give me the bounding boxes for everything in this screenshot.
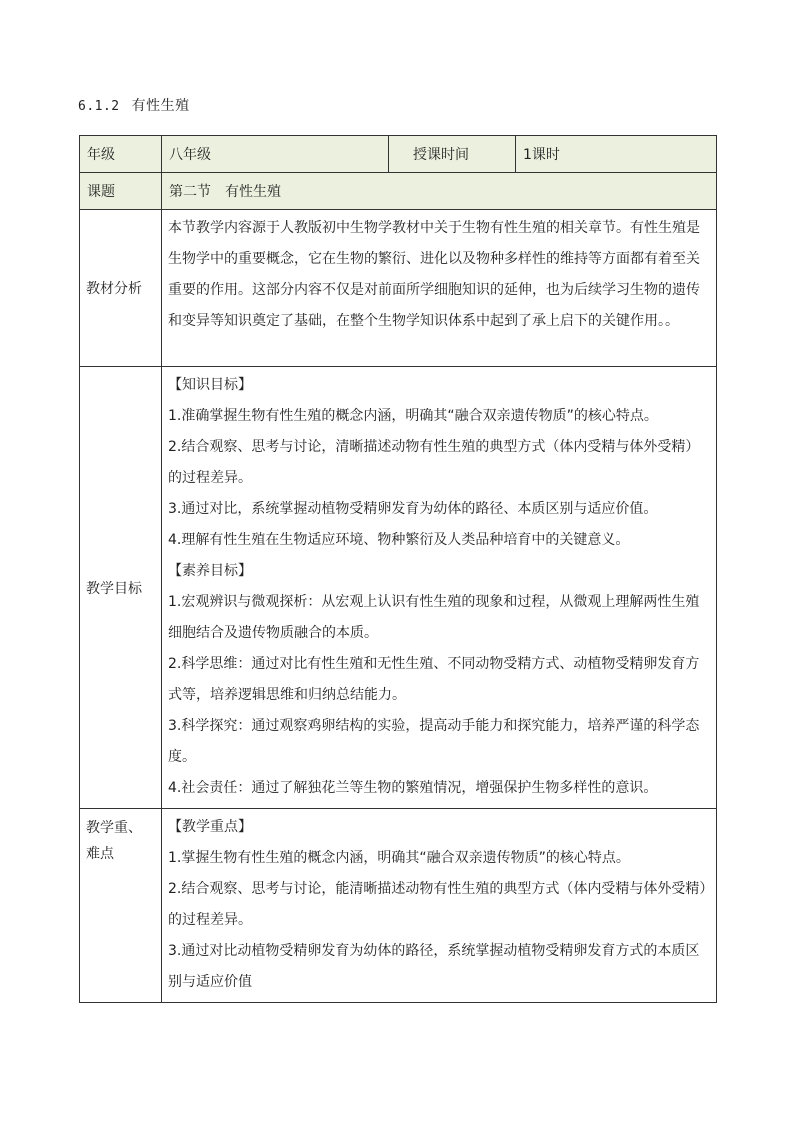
knowledge-item: 1.准确掌握生物有性生殖的概念内涵，明确其“融合双亲遗传物质”的核心特点。 xyxy=(168,408,658,424)
topic-value: 第二节 有性生殖 xyxy=(169,184,281,200)
analysis-label: 教材分析 xyxy=(86,281,142,297)
time-label: 授课时间 xyxy=(413,147,469,163)
topic-label-cell xyxy=(80,173,162,210)
literacy-item: 3.科学探究：通过观察鸡卵结构的实验，提高动手能力和探究能力，培养严谨的科学态度。 xyxy=(168,718,700,765)
keypoints-label-cell xyxy=(80,809,162,1003)
grade-value-cell xyxy=(162,136,389,173)
goals-row xyxy=(80,367,717,809)
page-title xyxy=(78,95,190,115)
knowledge-item: 4.理解有性生殖在生物适应环境、物种繁衍及人类品种培育中的关键意义。 xyxy=(168,532,630,548)
time-label-cell xyxy=(389,136,516,173)
keypoints-cell xyxy=(162,809,717,1003)
topic-value-cell xyxy=(162,173,717,210)
literacy-item: 2.科学思维：通过对比有性生殖和无性生殖、不同动物受精方式、动植物受精卵发育方式等，培养逻辑思维和归纳总结能力。 xyxy=(168,656,700,703)
analysis-label-cell xyxy=(80,210,162,367)
keypoints-row xyxy=(80,809,717,1003)
literacy-heading: 【素养目标】 xyxy=(168,563,252,579)
analysis-row xyxy=(80,210,717,367)
lesson-plan-table xyxy=(79,135,717,1003)
literacy-item: 1.宏观辨识与微观探析：从宏观上认识有性生殖的现象和过程，从微观上理解两性生殖细胞结合及遗传物质融合的本质。 xyxy=(168,594,700,641)
section-title: 有性生殖 xyxy=(131,98,190,114)
keypoints-heading: 【教学重点】 xyxy=(168,819,252,835)
analysis-text-cell xyxy=(162,210,717,367)
keypoints-content xyxy=(162,809,716,1002)
grade-label-cell xyxy=(80,136,162,173)
grade-row xyxy=(80,136,717,173)
topic-row xyxy=(80,173,717,210)
keypoint-item: 1.掌握生物有性生殖的概念内涵，明确其“融合双亲遗传物质”的核心特点。 xyxy=(168,850,630,866)
goals-cell xyxy=(162,367,717,809)
grade-label: 年级 xyxy=(87,147,115,163)
section-number: 6.1.2 xyxy=(78,99,120,114)
time-value-cell xyxy=(516,136,717,173)
keypoint-item: 3.通过对比动植物受精卵发育为幼体的路径，系统掌握动植物受精卵发育方式的本质区别与适应价值 xyxy=(168,943,700,990)
literacy-item: 4.社会责任：通过了解独花兰等生物的繁殖情况，增强保护生物多样性的意识。 xyxy=(168,780,658,796)
topic-label: 课题 xyxy=(87,184,115,200)
keypoint-item: 2.结合观察、思考与讨论，能清晰描述动物有性生殖的典型方式（体内受精与体外受精）的过程差异。 xyxy=(168,881,707,928)
knowledge-item: 3.通过对比，系统掌握动植物受精卵发育为幼体的路径、本质区别与适应价值。 xyxy=(168,501,658,517)
knowledge-item: 2.结合观察、思考与讨论，清晰描述动物有性生殖的典型方式（体内受精与体外受精）的过程差异。 xyxy=(168,439,700,486)
analysis-text: 本节教学内容源于人教版初中生物学教材中关于生物有性生殖的相关章节。有性生殖是生物学中的重要概念，它在生物的繁衍、进化以及物种多样性的维持等方面都有着至关重要的作用。这部分内容不仅是对前面所学细胞知识的延伸，也为后续学习生物的遗传和变异等知识奠定了基础，在整个生物学知识体系中起到了承上启下的关键作用。。 xyxy=(168,220,700,329)
keypoints-label-line1: 教学重、 xyxy=(86,820,142,836)
knowledge-heading: 【知识目标】 xyxy=(168,377,252,393)
time-value: 1课时 xyxy=(523,147,560,163)
goals-content xyxy=(162,367,716,808)
goals-label: 教学目标 xyxy=(86,580,142,597)
grade-value: 八年级 xyxy=(169,147,211,163)
keypoints-label-line2: 难点 xyxy=(86,846,114,862)
goals-label-cell xyxy=(80,367,162,809)
